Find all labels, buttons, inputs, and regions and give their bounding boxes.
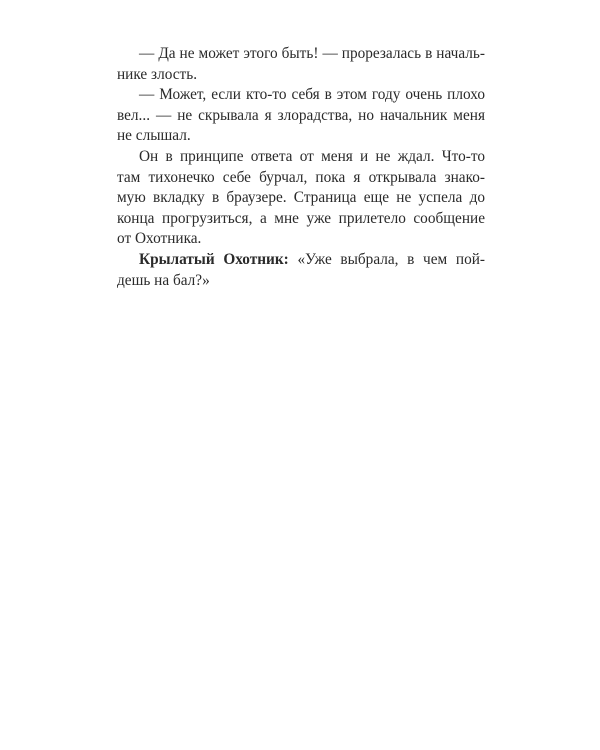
paragraph <box>117 44 485 85</box>
text-line: — Может, если кто-то себя в этом году очень плохо <box>139 86 485 104</box>
text-line <box>117 250 485 271</box>
text-line: мую вкладку в браузере. Страница еще не успела до <box>117 189 485 207</box>
text-line: там тихонечко себе бурчал, пока я открывала знако- <box>117 168 485 186</box>
paragraph <box>117 250 485 291</box>
message-text: «Уже выбрала, в чем пой- <box>288 250 486 268</box>
page-text <box>117 44 485 291</box>
paragraph <box>117 147 485 250</box>
paragraph <box>117 85 485 147</box>
text-line: не слышал. <box>117 127 191 145</box>
text-line: вел... — не скрывала я злорадства, но начальник меня <box>117 106 485 124</box>
text-line: дешь на бал?» <box>117 271 210 289</box>
text-line: Он в принципе ответа от меня и не ждал. Что-то <box>139 147 485 165</box>
speaker-name: Крылатый Охотник: <box>139 250 289 268</box>
text-line: нике злость. <box>117 65 198 83</box>
text-line: конца прогрузиться, а мне уже прилетело сообщение <box>117 209 485 227</box>
text-line: — Да не может этого быть! — прорезалась в началь- <box>139 45 485 62</box>
text-line: от Охотника. <box>117 230 202 248</box>
